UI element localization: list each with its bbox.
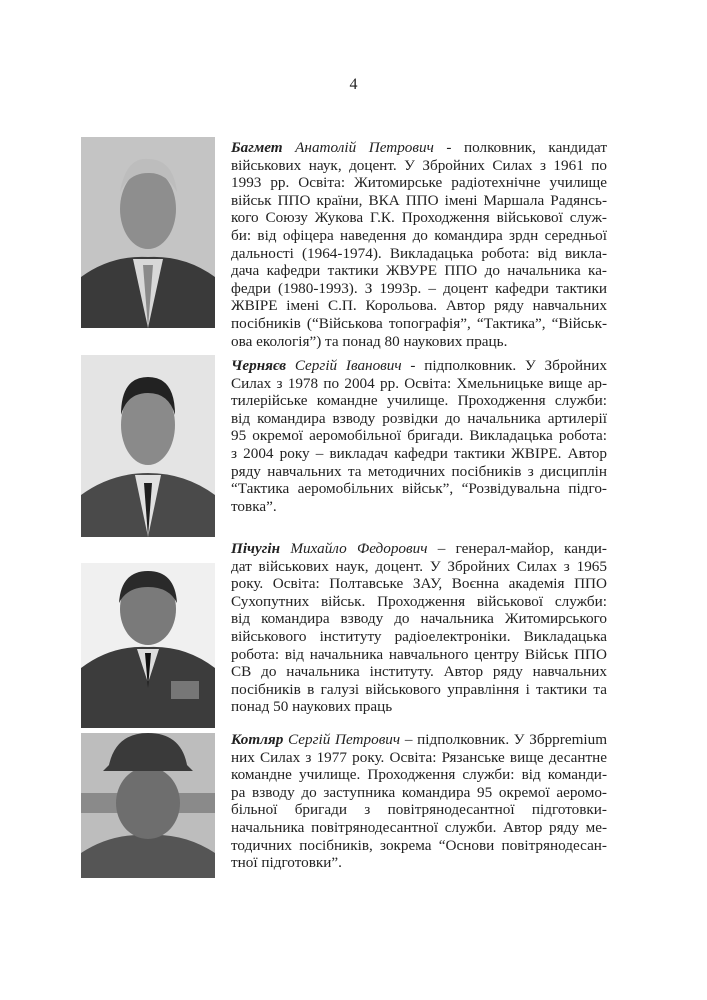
heading-rest: - полковник, кандидат bbox=[433, 139, 608, 156]
text-line: ряду навчальних та методичних посібників з дисциплін bbox=[231, 462, 607, 480]
page-number: 4 bbox=[349, 76, 358, 93]
text-line: від командира взводу розвідки до начальника артилерії bbox=[231, 409, 607, 427]
text-line: товка”. bbox=[231, 497, 277, 515]
heading-rest: - підполковник. У Збройних bbox=[401, 357, 607, 374]
surname: Черняєв bbox=[231, 357, 287, 374]
biography-heading-line bbox=[231, 139, 607, 157]
text-line: ЖВІРЕ імені С.П. Корольова. Автор ряду навчальних bbox=[231, 297, 607, 315]
text-line: командне училище. Проходження служби: від команди- bbox=[231, 766, 607, 784]
surname: Багмет bbox=[231, 139, 283, 156]
text-line: Сухопутних військ. Проходження військової служби: bbox=[231, 592, 607, 610]
biography-entry bbox=[231, 540, 607, 716]
portrait-photo-kotlyar bbox=[81, 733, 215, 878]
text-line: федри (1980-1993). З 1993р. – доцент кафедри тактики bbox=[231, 279, 607, 297]
text-line: би: від офіцера наведення до командира зрдн середньої bbox=[231, 226, 607, 244]
text-line: СВ до начальника інституту. Автор ряду навчальних bbox=[231, 663, 607, 681]
text-line: від командира взводу до начальника Житомирського bbox=[231, 610, 607, 628]
text-line: 95 окремої аеромобільної бригади. Викладацька робота: bbox=[231, 427, 607, 445]
text-line: військ ППО країни, ВКА ППО імені Маршала Радянсь- bbox=[231, 191, 607, 209]
biography-entry bbox=[231, 731, 607, 872]
text-line: з 2004 року – викладач кафедри тактики ЖВІРЕ. Автор bbox=[231, 444, 607, 462]
surname: Котляр bbox=[231, 731, 284, 748]
text-line: року. Освіта: Полтавське ЗАУ, Воєнна академія ППО bbox=[231, 575, 607, 593]
biography-entry bbox=[231, 357, 607, 515]
text-line: військового інституту радіоелектроніки. Викладацька bbox=[231, 627, 607, 645]
heading-rest: – генерал-майор, канди- bbox=[427, 540, 607, 557]
text-line: ра взводу до заступника командира 95 окремої аеромо- bbox=[231, 783, 607, 801]
given-names: Сергій Петрович bbox=[288, 731, 401, 748]
biography-heading-line bbox=[231, 731, 607, 749]
biography-heading-line bbox=[231, 357, 607, 375]
heading-rest: – підполковник. У Збрpremium bbox=[400, 731, 608, 748]
text-line: дат військових наук, доцент. У Збройних Силах з 1965 bbox=[231, 557, 607, 575]
text-line: дальності (1964-1974). Викладацька робота: від викла- bbox=[231, 244, 607, 262]
given-names: Михайло Федорович bbox=[290, 540, 428, 557]
text-line: робота: від начальника навчального центру Військ ППО bbox=[231, 645, 607, 663]
text-line: посібників в галузі військового управління і тактики та bbox=[231, 680, 607, 698]
text-line: них Силах з 1977 року. Освіта: Рязанське вище десантне bbox=[231, 748, 607, 766]
given-names: Анатолій Петрович bbox=[295, 139, 434, 156]
biography-entry bbox=[231, 139, 607, 350]
text-line: кого Союзу Жукова Г.К. Проходження військової служ- bbox=[231, 209, 607, 227]
text-line: посібників (“Військова топографія”, “Тактика”, “Військ- bbox=[231, 314, 607, 332]
surname: Пічугін bbox=[231, 540, 281, 557]
text-line: тилерійське командне училище. Проходження служби: bbox=[231, 392, 607, 410]
text-line: військових наук, доцент. У Збройних Силах з 1961 по bbox=[231, 156, 607, 174]
text-line: понад 50 наукових праць bbox=[231, 698, 393, 716]
text-line: тної підготовки”. bbox=[231, 854, 342, 872]
text-line: ова екологія”) та понад 80 наукових праць. bbox=[231, 332, 508, 350]
text-line: Силах з 1978 по 2004 рр. Освіта: Хмельницьке вище ар- bbox=[231, 374, 607, 392]
text-line: дача кафедри тактики ЖВУРЕ ППО до начальника ка- bbox=[231, 262, 607, 280]
given-names: Сергій Іванович bbox=[294, 357, 402, 374]
text-line: більної бригади з повітрянодесантної підготовки- bbox=[231, 801, 607, 819]
text-line: тодичних посібників, зокрема “Основи повітрянодесан- bbox=[231, 836, 607, 854]
portrait-photo-chernyaev bbox=[81, 355, 215, 537]
text-line: 1993 рр. Освіта: Житомирське радіотехнічне училище bbox=[231, 174, 607, 192]
text-line: начальника повітрянодесантної служби. Автор ряду ме- bbox=[231, 818, 607, 836]
biography-heading-line bbox=[231, 540, 607, 558]
portrait-photo-pichugin bbox=[81, 563, 215, 728]
portrait-photo-bagmet bbox=[81, 137, 215, 328]
text-line: “Тактика аеромобільних військ”, “Розвідувальна підго- bbox=[231, 480, 607, 498]
